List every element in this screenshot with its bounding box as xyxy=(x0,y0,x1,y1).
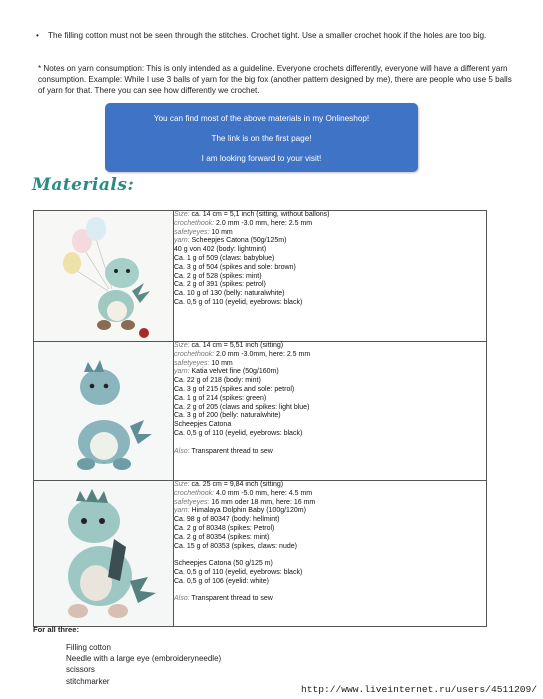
text-line: Also: Transparent thread to sew xyxy=(174,447,273,455)
text-line: Ca. 0,5 g of 110 (eyelid, eyebrows: black) xyxy=(174,298,303,306)
text-line: safetyeyes: 10 mm xyxy=(174,359,233,367)
text-line: Ca. 98 g of 80347 (body: hellmint) xyxy=(174,516,280,524)
materials-table xyxy=(33,210,487,627)
spacer xyxy=(174,551,486,560)
text-line: crochethook: 2.0 mm -3.0 mm, here: 2.5 mm xyxy=(174,219,313,227)
text-line: Ca. 1 g of 509 (claws: babyblue) xyxy=(174,254,275,262)
shop-line-1: You can find most of the above materials in my Onlineshop! xyxy=(153,114,370,123)
image-cell xyxy=(34,481,174,627)
text-line: Ca. 0,5 g of 106 (eyelid: white) xyxy=(174,577,269,585)
all-three-list xyxy=(66,642,221,687)
list-item: Needle with a large eye (embroideryneedle) xyxy=(66,654,222,664)
materials-text-2 xyxy=(174,342,487,481)
table-row xyxy=(34,342,487,481)
table-row xyxy=(34,481,487,627)
dino-with-balloons-image xyxy=(34,211,173,341)
spacer xyxy=(174,587,486,596)
table-row xyxy=(34,211,487,342)
list-item: scissors xyxy=(66,665,95,675)
for-all-three-heading: For all three: xyxy=(33,625,79,634)
text-line: Ca. 2 g of 80348 (spikes: Petrol) xyxy=(174,524,275,532)
text-line: Ca. 2 g of 205 (claws and spikes: light blue) xyxy=(174,403,310,411)
text-line: Ca. 0,5 g of 110 (eyelid, eyebrows: black) xyxy=(174,429,303,437)
text-line: Size: ca. 14 cm = 5,1 inch (sitting, without ballons) xyxy=(174,211,330,218)
list-item: Filling cotton xyxy=(66,643,111,652)
bullet-text: The filling cotton must not be seen through the stitches. Crochet tight. Use a smaller crochet hook if the holes are too big. xyxy=(48,31,487,40)
large-dino-image xyxy=(34,481,173,626)
bullet-list xyxy=(36,30,518,41)
text-line: yarn: Scheepjes Catona (50g/125m) xyxy=(174,237,287,245)
text-line: Ca. 0,5 g of 110 (eyelid, eyebrows: black) xyxy=(174,568,303,576)
text-line: Ca. 1 g of 214 (spikes: green) xyxy=(174,394,267,402)
spacer xyxy=(174,439,486,448)
materials-text-3 xyxy=(174,481,487,627)
text-line: crochethook: 4.0 mm -5.0 mm, here: 4.5 mm xyxy=(174,489,313,497)
text-line: yarn: Himalaya Dolphin Baby (100g/120m) xyxy=(174,507,306,515)
text-line: yarn: Katia velvet fine (50g/160m) xyxy=(174,368,279,376)
text-line: 40 g von 402 (body: lightmint) xyxy=(174,246,267,254)
text-line: Ca. 10 g of 130 (belly: naturalwhite) xyxy=(174,290,285,298)
image-cell xyxy=(34,211,174,342)
shop-line-3: I am looking forward to your visit! xyxy=(201,154,322,163)
text-line: Ca. 2 g of 391 (spikes: petrol) xyxy=(174,281,266,289)
text-line: Ca. 3 g of 215 (spikes and sole: petrol) xyxy=(174,385,295,393)
text-line: Ca. 3 g of 504 (spikes and sole: brown) xyxy=(174,263,296,271)
text-line: safetyeyes: 10 mm xyxy=(174,228,233,236)
shop-line-2: The link is on the first page! xyxy=(211,134,312,143)
text-line: safetyeyes: 16 mm oder 18 mm, here: 16 mm xyxy=(174,498,316,506)
text-line: Size: ca. 14 cm = 5,51 inch (sitting) xyxy=(174,342,284,349)
velvet-dino-image xyxy=(34,342,173,480)
materials-text-1 xyxy=(174,211,487,342)
text-line: Ca. 15 g of 80353 (spikes, claws: nude) xyxy=(174,542,297,550)
text-line: Also: Transparent thread to sew xyxy=(174,595,273,603)
onlineshop-box xyxy=(105,103,418,172)
text-line: Ca. 3 g of 200 (belly: naturalwhite) xyxy=(174,412,281,420)
bullet-glyph: • xyxy=(36,31,39,40)
materials-heading: Materials: xyxy=(32,175,135,195)
list-item: stitchmarker xyxy=(66,676,110,686)
footer-url: http://www.liveinternet.ru/users/4511209/ xyxy=(300,684,537,695)
text-line: Ca. 22 g of 218 (body: mint) xyxy=(174,377,261,385)
text-line: crochethook: 2.0 mm -3.0mm, here: 2.5 mm xyxy=(174,350,311,358)
text-line: Scheepjes Catona (50 g/125 m) xyxy=(174,560,273,568)
text-line: Size: ca. 25 cm = 9,84 inch (sitting) xyxy=(174,481,284,488)
text-line: Ca. 2 g of 528 (spikes: mint) xyxy=(174,272,262,280)
yarn-consumption-notes: * Notes on yarn consumption: This is only intended as a guideline. Everyone crochets differently, everyone will have a different yarn consumption. Example: While I use 3 balls of yarn for the big fox (another pattern designed by me), there are people who use 5 balls of yarn for that. There you can see how differently we crochet. xyxy=(38,64,512,95)
text-line: Ca. 2 g of 80354 (spikes: mint) xyxy=(174,533,270,541)
image-cell xyxy=(34,342,174,481)
text-line: Scheepjes Catona xyxy=(174,421,232,429)
